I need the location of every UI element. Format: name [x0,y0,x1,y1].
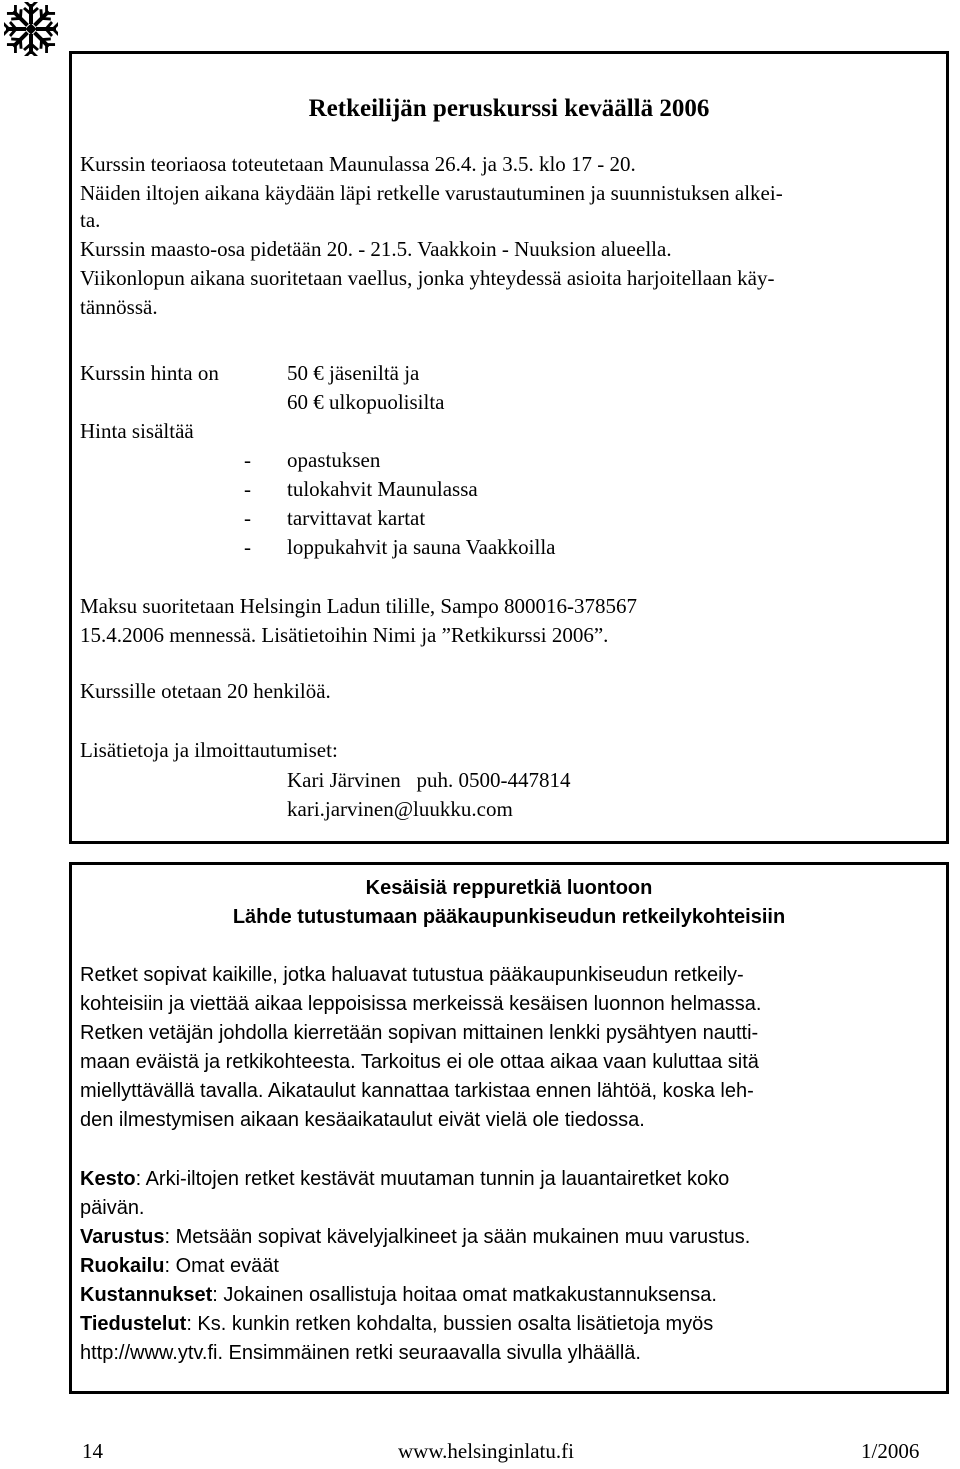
body-line: den ilmestymisen aikaan kesäaikataulut eivät vielä ole tiedossa. [80,1109,645,1131]
payment-line: 15.4.2006 mennessä. Lisätietoihin Nimi ja ”Retkikurssi 2006”. [80,623,609,647]
includes-label: Hinta sisältää [80,419,194,443]
varustus-label: Varustus [80,1226,165,1248]
body-line: miellyttävällä tavalla. Aikataulut kannattaa tarkistaa ennen lähtöä, koska leh- [80,1080,754,1102]
intro-line: Kurssin teoriaosa toteutetaan Maunulassa 26.4. ja 3.5. klo 17 - 20. [80,152,636,176]
varustus-text: : Metsään sopivat kävelyjalkineet ja sään mukainen muu varustus. [164,1226,751,1248]
course-announcement-box [69,51,949,844]
tiedustelut-label: Tiedustelut [80,1313,187,1335]
page-number: 14 [82,1439,103,1463]
intro-line: ta. [80,208,101,232]
summer-hikes-box [69,862,949,1394]
hikes-title: Kesäisiä reppuretkiä luontoon [365,877,653,899]
contact-email: kari.jarvinen@luukku.com [287,797,513,821]
varustus-row [80,1223,750,1252]
includes-item: loppukahvit ja sauna Vaakkoilla [287,535,556,559]
ruokailu-text: : Omat eväät [164,1255,279,1277]
kesto-text-cont: päivän. [80,1197,145,1219]
includes-item: tulokahvit Maunulassa [287,477,478,501]
issue-number: 1/2006 [861,1439,920,1463]
capacity-text: Kurssille otetaan 20 henkilöä. [80,679,331,703]
contact-person: Kari Järvinen puh. 0500-447814 [287,768,571,792]
list-dash: - [244,506,251,530]
price-member: 50 € jäseniltä ja [287,361,420,385]
contact-label: Lisätietoja ja ilmoittautumiset: [80,738,338,762]
kesto-label: Kesto [80,1168,136,1190]
ruokailu-row [80,1252,279,1281]
tiedustelut-text-cont: http://www.ytv.fi. Ensimmäinen retki seuraavalla sivulla ylhäällä. [80,1342,641,1364]
payment-line: Maksu suoritetaan Helsingin Ladun tilille, Sampo 800016-378567 [80,594,638,618]
price-nonmember: 60 € ulkopuolisilta [287,390,445,414]
tiedustelut-text: : Ks. kunkin retken kohdalta, bussien osalta lisätietoja myös [186,1313,714,1335]
body-line: maan eväistä ja retkikohteesta. Tarkoitus ei ole ottaa aikaa vaan kuluttaa sitä [80,1051,759,1073]
list-dash: - [244,535,251,559]
snowflake-logo-icon [4,2,58,56]
list-dash: - [244,448,251,472]
body-line: Retket sopivat kaikille, jotka haluavat tutustua pääkaupunkiseudun retkeily- [80,964,744,986]
intro-line: Kurssin maasto-osa pidetään 20. - 21.5. Vaakkoin - Nuuksion alueella. [80,237,672,261]
intro-line: Viikonlopun aikana suoritetaan vaellus, jonka yhteydessä asioita harjoitellaan käy- [80,266,775,290]
includes-item: opastuksen [287,448,381,472]
list-dash: - [244,477,251,501]
kesto-row [80,1165,729,1194]
hikes-subtitle: Lähde tutustumaan pääkaupunkiseudun retkeilykohteisiin [232,906,786,928]
footer-url[interactable]: www.helsinginlatu.fi [398,1439,574,1463]
intro-line: tännössä. [80,295,158,319]
body-line: kohteisiin ja viettää aikaa leppoisissa merkeissä kesäisen luonnon helmassa. [80,993,762,1015]
kesto-text: : Arki-iltojen retket kestävät muutaman tunnin ja lauantairetket koko [135,1168,730,1190]
kustannukset-label: Kustannukset [80,1284,213,1306]
body-line: Retken vetäjän johdolla kierretään sopivan mittainen lenkki pysähtyen nautti- [80,1022,759,1044]
kustannukset-row [80,1281,717,1310]
price-label: Kurssin hinta on [80,361,219,385]
tiedustelut-row [80,1310,713,1339]
course-title: Retkeilijän peruskurssi keväällä 2006 [308,95,710,122]
kustannukset-text: : Jokainen osallistuja hoitaa omat matkakustannuksensa. [212,1284,717,1306]
ruokailu-label: Ruokailu [80,1255,165,1277]
intro-line: Näiden iltojen aikana käydään läpi retkelle varustautuminen ja suunnistuksen alkei- [80,181,783,205]
includes-item: tarvittavat kartat [287,506,426,530]
